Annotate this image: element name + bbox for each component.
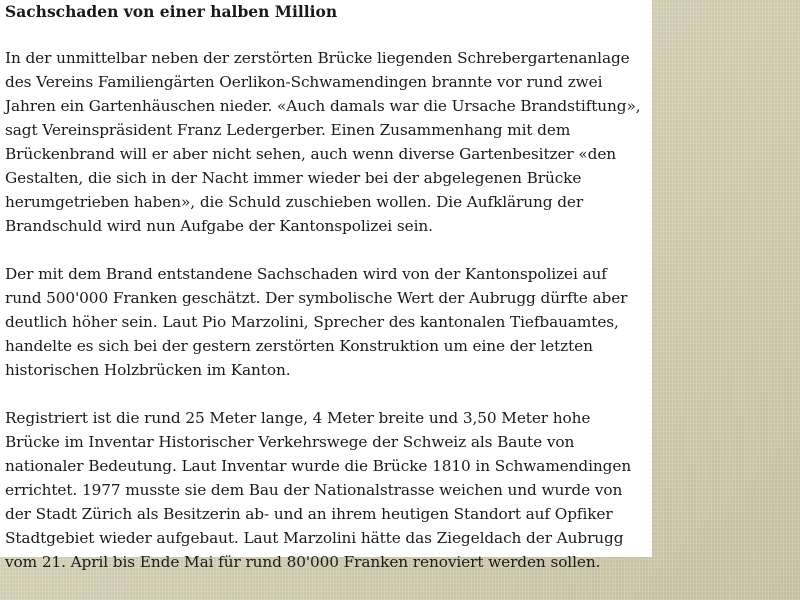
article-paragraph-1: In der unmittelbar neben der zerstörten Brücke liegenden Schrebergartenanlage des Vereins Familiengärten Oerlikon-Schwamendingen brannte vor rund zwei Jahren ein Gartenhäuschen nieder. «Auch damals war die Ursache Brandstiftung», sagt Vereinspräsident Franz Ledergerber. Einen Zusammenhang mit dem Brückenbrand will er aber nicht sehen, auch wenn diverse Gartenbesitzer «den Gestalten, die sich in der Nacht immer wieder bei der abgelegenen Brücke herumgetrieben haben», die Schuld zuschieben wollen. Die Aufklärung der Brandschuld wird nun Aufgabe der Kantonspolizei sein. [5,49,641,235]
article-paragraph-3: Registriert ist die rund 25 Meter lange, 4 Meter breite und 3,50 Meter hohe Brücke im Inventar Historischer Verkehrswege der Schweiz als Baute von nationaler Bedeutung. Laut Inventar wurde die Brücke 1810 in Schwamendingen errichtet. 1977 musste sie dem Bau der Nationalstrasse weichen und wurde von der Stadt Zürich als Besitzerin ab- und an ihrem heutigen Standort auf Opfiker Stadtgebiet wieder aufgebaut. Laut Marzolini hätte das Ziegeldach der Aubrugg vom 21. April bis Ende Mai für rund 80'000 Franken renoviert werden sollen. [5,409,632,571]
article-headline: Sachschaden von einer halben Million [5,2,338,21]
article-paragraph-2: Der mit dem Brand entstandene Sachschaden wird von der Kantonspolizei auf rund 500'000 Franken geschätzt. Der symbolische Wert der Aubrugg dürfte aber deutlich höher sein. Laut Pio Marzolini, Sprecher des kantonalen Tiefbauamtes, handelte es sich bei der gestern zerstörten Konstruktion um eine der letzten historischen Holzbrücken im Kanton. [5,265,628,379]
